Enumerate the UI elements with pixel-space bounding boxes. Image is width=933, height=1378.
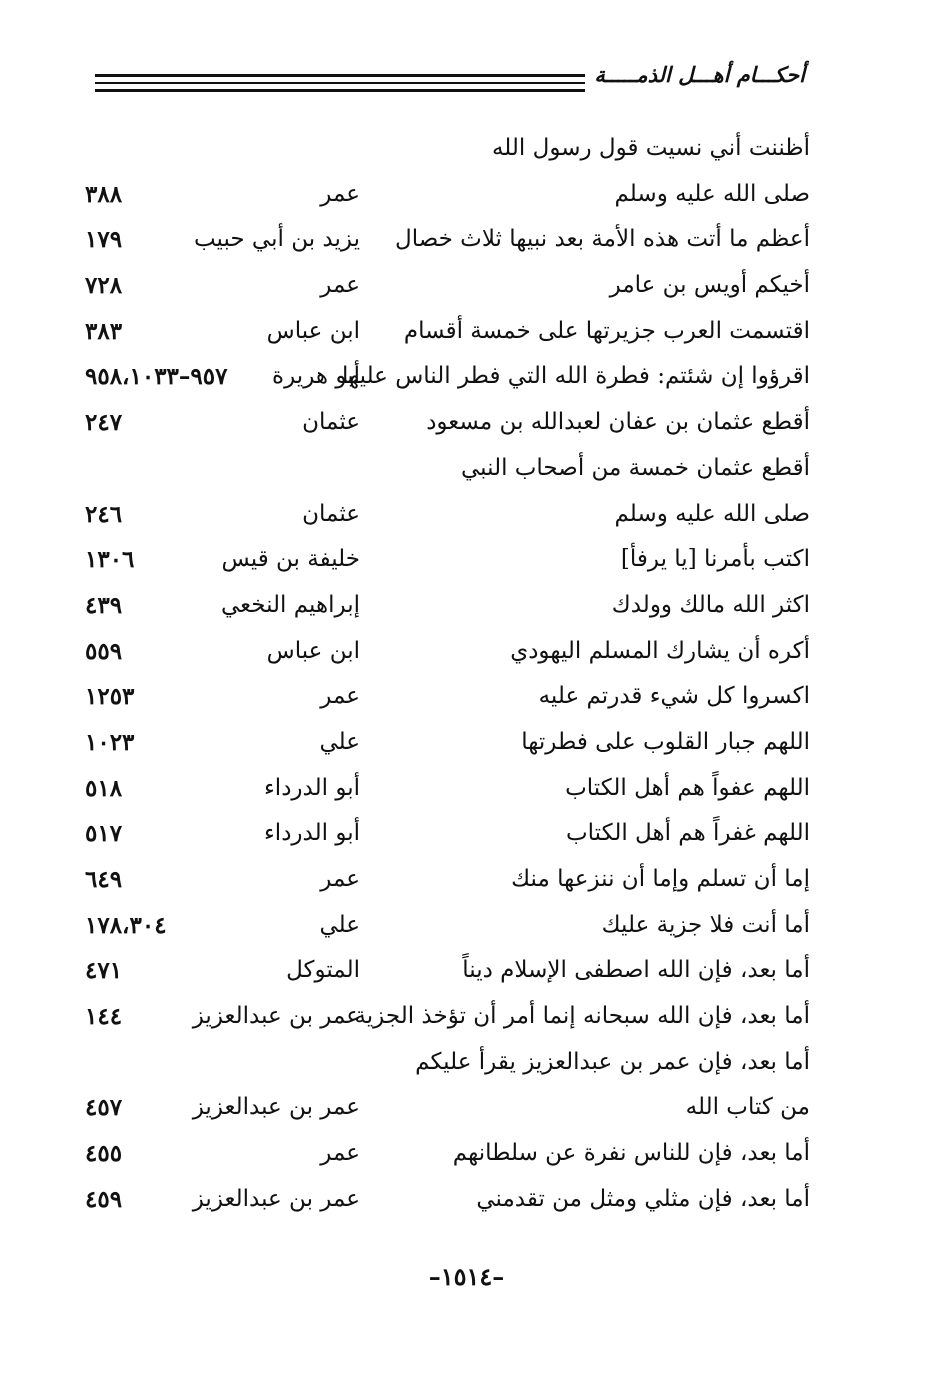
narrator-name: يزيد بن أبي حبيب — [193, 226, 360, 253]
index-row — [85, 492, 810, 538]
hadith-phrase: أما بعد، فإن مثلي ومثل من تقدمني — [476, 1185, 810, 1212]
index-row — [85, 172, 810, 218]
narrator-name: ابن عباس — [266, 317, 360, 344]
hadith-phrase: أخيكم أويس بن عامر — [609, 272, 810, 299]
index-row — [85, 766, 810, 812]
page-references: ٣٨٨ — [85, 180, 123, 208]
index-row — [85, 1085, 810, 1131]
index-row — [85, 674, 810, 720]
hadith-phrase: اقتسمت العرب جزيرتها على خمسة أقسام — [403, 317, 810, 344]
hadith-phrase: اللهم عفواً هم أهل الكتاب — [565, 774, 810, 801]
hadith-phrase: إما أن تسلم وإما أن ننزعها منك — [511, 866, 810, 892]
index-row — [85, 126, 810, 172]
page-references: ١٧٨،٣٠٤ — [85, 911, 167, 939]
page-references: ٥١٧ — [85, 820, 123, 848]
page-references: ٤٣٩ — [85, 591, 123, 619]
index-row — [85, 309, 810, 355]
index-row — [85, 811, 810, 857]
hadith-phrase: اكثر الله مالك وولدك — [611, 591, 810, 618]
index-row — [85, 217, 810, 263]
narrator-name: عمر — [320, 1140, 360, 1167]
page-references: ٤٥٥ — [85, 1140, 123, 1168]
narrator-name: عمر — [320, 272, 360, 299]
narrator-name: عمر — [320, 180, 360, 207]
narrator-name: خليفة بن قيس — [221, 546, 360, 573]
index-row — [85, 1040, 810, 1086]
index-row — [85, 948, 810, 994]
hadith-phrase: أما بعد، فإن عمر بن عبدالعزيز يقرأ عليكم — [415, 1048, 810, 1075]
page-references: ٤٥٧ — [85, 1094, 123, 1122]
hadith-phrase: أعظم ما أتت هذه الأمة بعد نبيها ثلاث خصال — [394, 226, 810, 253]
narrator-name: عمر بن عبدالعزيز — [192, 1185, 360, 1212]
hadith-phrase: أكره أن يشارك المسلم اليهودي — [510, 637, 810, 664]
page-references: ٢٤٦ — [85, 500, 123, 528]
narrator-name: ابن عباس — [266, 637, 360, 664]
hadith-phrase: أما بعد، فإن للناس نفرة عن سلطانهم — [452, 1140, 810, 1167]
hadith-phrase: صلى الله عليه وسلم — [614, 500, 810, 527]
page-references: ٤٧١ — [85, 957, 123, 985]
index-row — [85, 1131, 810, 1177]
page-references: ١٣٠٦ — [85, 546, 135, 574]
page-number: –١٥١٤– — [428, 1262, 505, 1291]
page-references: ١٤٤ — [85, 1003, 123, 1031]
index-row — [85, 583, 810, 629]
index-row — [85, 903, 810, 949]
narrator-name: المتوكل — [286, 957, 360, 984]
hadith-phrase: أما بعد، فإن الله اصطفى الإسلام ديناً — [462, 957, 810, 984]
page-references: ٥٥٩ — [85, 637, 123, 665]
narrator-name: عثمان — [302, 500, 360, 527]
narrator-name: عمر بن عبدالعزيز — [192, 1003, 360, 1030]
page-references: ٢٤٧ — [85, 409, 123, 437]
header-rule — [95, 89, 585, 92]
index-row — [85, 629, 810, 675]
hadith-phrase: من كتاب الله — [685, 1094, 810, 1121]
narrator-name: أبو الدرداء — [263, 820, 360, 847]
hadith-phrase: أما بعد، فإن الله سبحانه إنما أمر أن تؤخذ الجزية — [354, 1003, 810, 1030]
hadith-phrase: أقطع عثمان بن عفان لعبدالله بن مسعود — [426, 409, 810, 436]
page-references: ٦٤٩ — [85, 866, 123, 893]
hadith-phrase: اللهم جبار القلوب على فطرتها — [521, 728, 810, 755]
page-references: ١٧٩ — [85, 226, 123, 254]
index-row — [85, 720, 810, 766]
narrator-name: عثمان — [302, 409, 360, 436]
narrator-name: إبراهيم النخعي — [220, 591, 360, 618]
hadith-phrase: اللهم غفراً هم أهل الكتاب — [566, 820, 810, 847]
hadith-phrase: أقطع عثمان خمسة من أصحاب النبي — [461, 454, 810, 481]
page-references: ٥١٨ — [85, 774, 123, 802]
narrator-name: عمر — [320, 866, 360, 892]
narrator-name: علي — [319, 911, 360, 938]
index-row — [85, 400, 810, 446]
hadith-phrase: أما أنت فلا جزية عليك — [601, 911, 810, 938]
page-references: ٤٥٩ — [85, 1185, 123, 1213]
index-row — [85, 994, 810, 1040]
index-row — [85, 537, 810, 583]
narrator-name: أبو هريرة — [272, 363, 360, 390]
narrator-name: عمر — [320, 683, 360, 710]
narrator-name: أبو الدرداء — [263, 774, 360, 801]
hadith-phrase: اكسروا كل شيء قدرتم عليه — [538, 683, 810, 710]
header-rule — [95, 74, 585, 77]
index-row — [85, 1177, 810, 1223]
index-row — [85, 354, 810, 400]
page-references: ١٢٥٣ — [85, 683, 135, 711]
index-row — [85, 446, 810, 492]
hadith-index-list — [85, 126, 810, 1223]
header-rule — [95, 82, 585, 84]
page-references: ٣٨٣ — [85, 317, 123, 345]
narrator-name: عمر بن عبدالعزيز — [192, 1094, 360, 1121]
page-references: ٧٢٨ — [85, 272, 123, 300]
hadith-phrase: اقرؤوا إن شئتم: فطرة الله التي فطر الناس عليها — [342, 363, 810, 390]
book-title: أحكـــام أهـــل الذمـــــة — [594, 62, 805, 87]
page-references: ١٠٢٣ — [85, 728, 135, 756]
index-row — [85, 857, 810, 903]
narrator-name: علي — [319, 728, 360, 755]
hadith-phrase: أظننت أني نسيت قول رسول الله — [491, 135, 810, 161]
hadith-phrase: اكتب بأمرنا [يا يرفأ] — [620, 546, 810, 573]
index-row — [85, 263, 810, 309]
running-header — [95, 60, 805, 100]
hadith-phrase: صلى الله عليه وسلم — [614, 180, 810, 207]
page-references: ٩٥٧–٩٥٨،١٠٣٣ — [85, 363, 228, 391]
